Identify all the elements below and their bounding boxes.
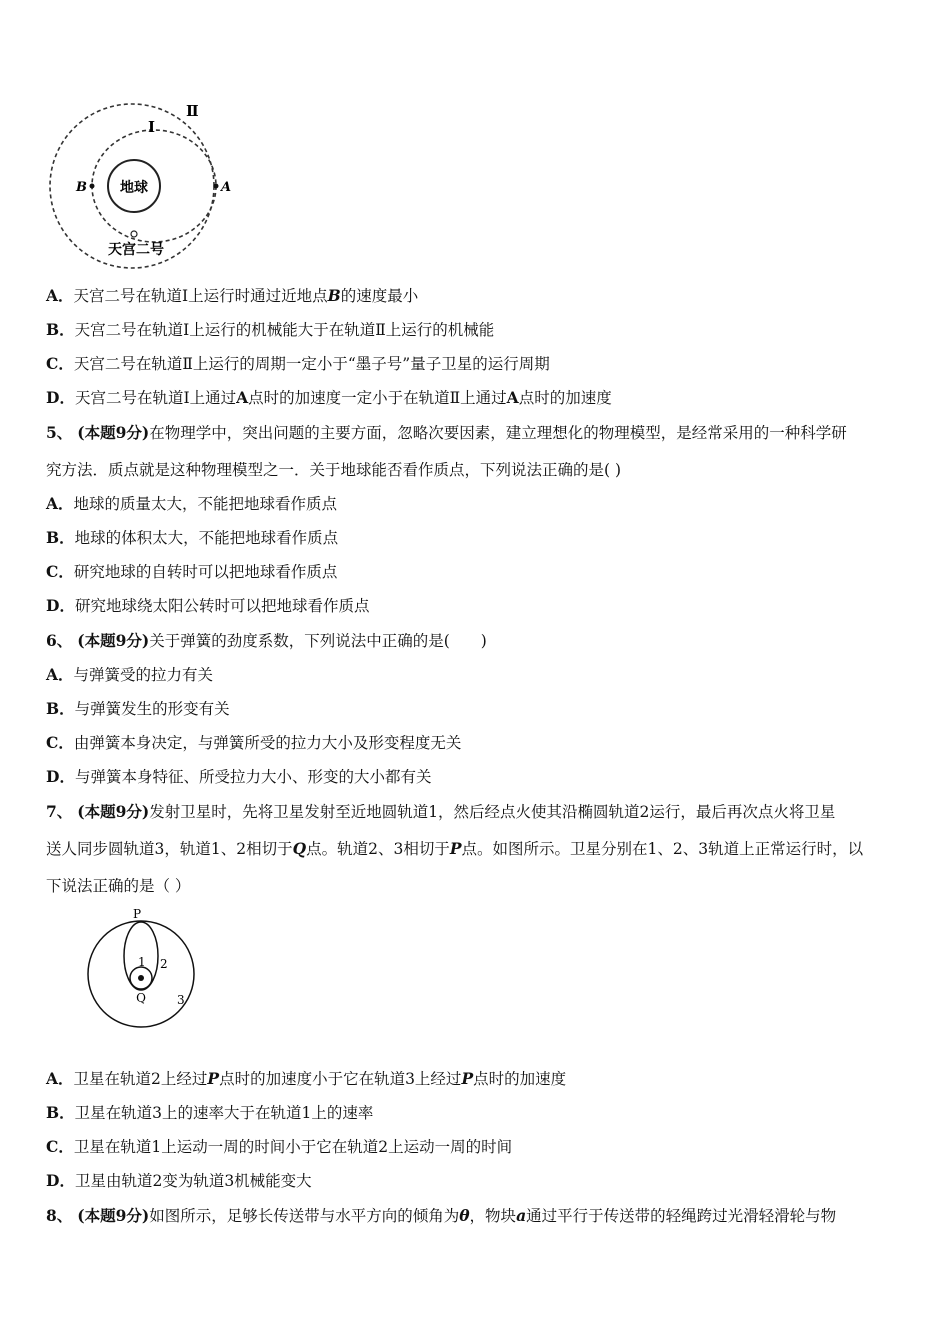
question-var: P: [449, 839, 462, 858]
question-number: 5、: [46, 423, 73, 442]
point-b-label: B: [76, 180, 87, 195]
option-var: P: [207, 1069, 220, 1088]
q5-stem-line-2: [46, 460, 621, 480]
option-letter: C．: [46, 562, 74, 581]
question-text: 究方法．质点就是这种物理模型之一．关于地球能否看作质点，下列说法正确的是( ): [46, 461, 622, 479]
q7-stem-line-3: [46, 876, 190, 896]
q6-option-a[interactable]: [46, 665, 213, 685]
option-letter: A．: [46, 494, 74, 513]
question-text: 在物理学中，突出问题的主要方面，忽略次要因素，建立理想化的物理模型，是经常采用的一种科学研: [149, 424, 847, 442]
orbit-diagram-tiangong: [44, 96, 234, 272]
option-var: A: [236, 388, 249, 407]
question-text: 下说法正确的是（ ）: [46, 877, 191, 895]
option-letter: D．: [46, 1171, 75, 1190]
option-var: P: [461, 1069, 474, 1088]
question-var: Q: [292, 839, 307, 858]
q7-option-b[interactable]: [46, 1103, 373, 1123]
earth-dot: [138, 975, 144, 981]
option-text: 地球的质量太大，不能把地球看作质点: [73, 495, 338, 513]
q6-option-d[interactable]: [46, 767, 431, 787]
option-text: 由弹簧本身决定，与弹簧所受的拉力大小及形变程度无关: [73, 734, 462, 752]
question-number: 6、: [46, 631, 73, 650]
option-text: 研究地球的自转时可以把地球看作质点: [73, 563, 338, 581]
q4-option-c[interactable]: [46, 354, 550, 374]
q5-option-b[interactable]: [46, 528, 338, 548]
option-text: 点时的加速度小于它在轨道3上经过: [219, 1070, 462, 1088]
q7-option-d[interactable]: [46, 1171, 312, 1191]
q4-option-a[interactable]: [46, 286, 418, 306]
question-text: 点。轨道2、3相切于: [306, 840, 450, 858]
option-text: 点时的加速度: [473, 1070, 567, 1088]
point-b-dot: [90, 184, 95, 189]
question-text: 发射卫星时，先将卫星发射至近地圆轨道1，然后经点火使其沿椭圆轨道2运行，最后再次点火将卫星: [149, 803, 836, 821]
point-q-label: Q: [136, 991, 146, 1005]
q6-stem: [46, 631, 487, 651]
option-letter: A．: [46, 1069, 74, 1088]
option-text: 天宫二号在轨道Ⅰ上运行时通过近地点: [73, 287, 328, 305]
option-letter: C．: [46, 733, 74, 752]
option-text: 与弹簧本身特征、所受拉力大小、形变的大小都有关: [74, 768, 432, 786]
q5-stem-line-1: [46, 423, 847, 443]
q5-option-a[interactable]: [46, 494, 337, 514]
option-letter: B．: [46, 528, 75, 547]
option-text: 与弹簧发生的形变有关: [74, 700, 230, 718]
question-number: 7、: [46, 802, 73, 821]
question-score: (本题9分): [77, 1206, 150, 1225]
option-letter: A．: [46, 665, 74, 684]
q5-option-d[interactable]: [46, 596, 369, 616]
option-text: 卫星由轨道2变为轨道3机械能变大: [74, 1172, 312, 1190]
station-marker: [131, 231, 137, 237]
orbit-2-label: 2: [160, 957, 168, 971]
option-text: 卫星在轨道3上的速率大于在轨道1上的速率: [74, 1104, 374, 1122]
option-letter: C．: [46, 354, 74, 373]
option-text: 点时的加速度一定小于在轨道Ⅱ上通过: [248, 389, 507, 407]
question-score: (本题9分): [77, 631, 150, 650]
option-var: A: [506, 388, 519, 407]
question-text: 送人同步圆轨道3，轨道1、2相切于: [46, 840, 293, 858]
option-letter: D．: [46, 767, 75, 786]
q7-option-a[interactable]: [46, 1069, 566, 1089]
question-text: 点。如图所示。卫星分别在1、2、3轨道上正常运行时，以: [461, 840, 864, 858]
q4-option-d[interactable]: [46, 388, 612, 408]
question-text: 如图所示，足够长传送带与水平方向的倾角为: [149, 1207, 460, 1225]
question-text: 通过平行于传送带的轻绳跨过光滑轻滑轮与物: [526, 1207, 837, 1225]
option-letter: C．: [46, 1137, 74, 1156]
question-score: (本题9分): [77, 802, 150, 821]
station-label: 天宫二号: [108, 242, 164, 258]
option-letter: B．: [46, 699, 75, 718]
orbit-3-circle: [88, 921, 194, 1027]
orbit-1-ellipse: [92, 130, 216, 242]
orbit-2-label: Ⅱ: [186, 102, 199, 120]
option-text: 地球的体积太大，不能把地球看作质点: [74, 529, 339, 547]
q4-option-b[interactable]: [46, 320, 494, 340]
option-letter: A．: [46, 286, 74, 305]
earth-label: 地球: [120, 180, 148, 196]
point-a-dot: [214, 184, 219, 189]
orbit-1-label: 1: [138, 955, 146, 969]
option-letter: B．: [46, 1103, 75, 1122]
option-text: 卫星在轨道2上经过: [73, 1070, 208, 1088]
option-letter: B．: [46, 320, 75, 339]
question-var: a: [516, 1206, 527, 1225]
q7-stem-line-2: [46, 839, 863, 859]
question-text: ，物块: [469, 1207, 517, 1225]
question-text: 关于弹簧的劲度系数，下列说法中正确的是( ): [149, 632, 487, 650]
point-a-label: A: [221, 180, 232, 195]
q6-option-c[interactable]: [46, 733, 461, 753]
q5-option-c[interactable]: [46, 562, 337, 582]
option-text: 点时的加速度: [518, 389, 612, 407]
orbit-diagram-satellite: [84, 904, 204, 1034]
orbit-3-label: 3: [177, 993, 185, 1007]
q6-option-b[interactable]: [46, 699, 230, 719]
option-letter: D．: [46, 596, 75, 615]
q8-stem: [46, 1206, 836, 1226]
option-text: 与弹簧受的拉力有关: [73, 666, 214, 684]
point-p-label: P: [132, 907, 142, 921]
option-text: 的速度最小: [340, 287, 419, 305]
question-score: (本题9分): [77, 423, 150, 442]
question-var: θ: [459, 1206, 470, 1225]
option-text: 卫星在轨道1上运动一周的时间小于它在轨道2上运动一周的时间: [73, 1138, 513, 1156]
orbit-1-label: Ⅰ: [148, 118, 156, 136]
question-number: 8、: [46, 1206, 73, 1225]
option-letter: D．: [46, 388, 75, 407]
option-text: 天宫二号在轨道Ⅰ上运行的机械能大于在轨道Ⅱ上运行的机械能: [74, 321, 495, 339]
option-text: 研究地球绕太阳公转时可以把地球看作质点: [74, 597, 370, 615]
q7-option-c[interactable]: [46, 1137, 512, 1157]
q7-stem-line-1: [46, 802, 835, 822]
option-var: B: [327, 286, 341, 305]
option-text: 天宫二号在轨道Ⅱ上运行的周期一定小于“墨子号”量子卫星的运行周期: [73, 355, 550, 373]
option-text: 天宫二号在轨道Ⅰ上通过: [74, 389, 237, 407]
